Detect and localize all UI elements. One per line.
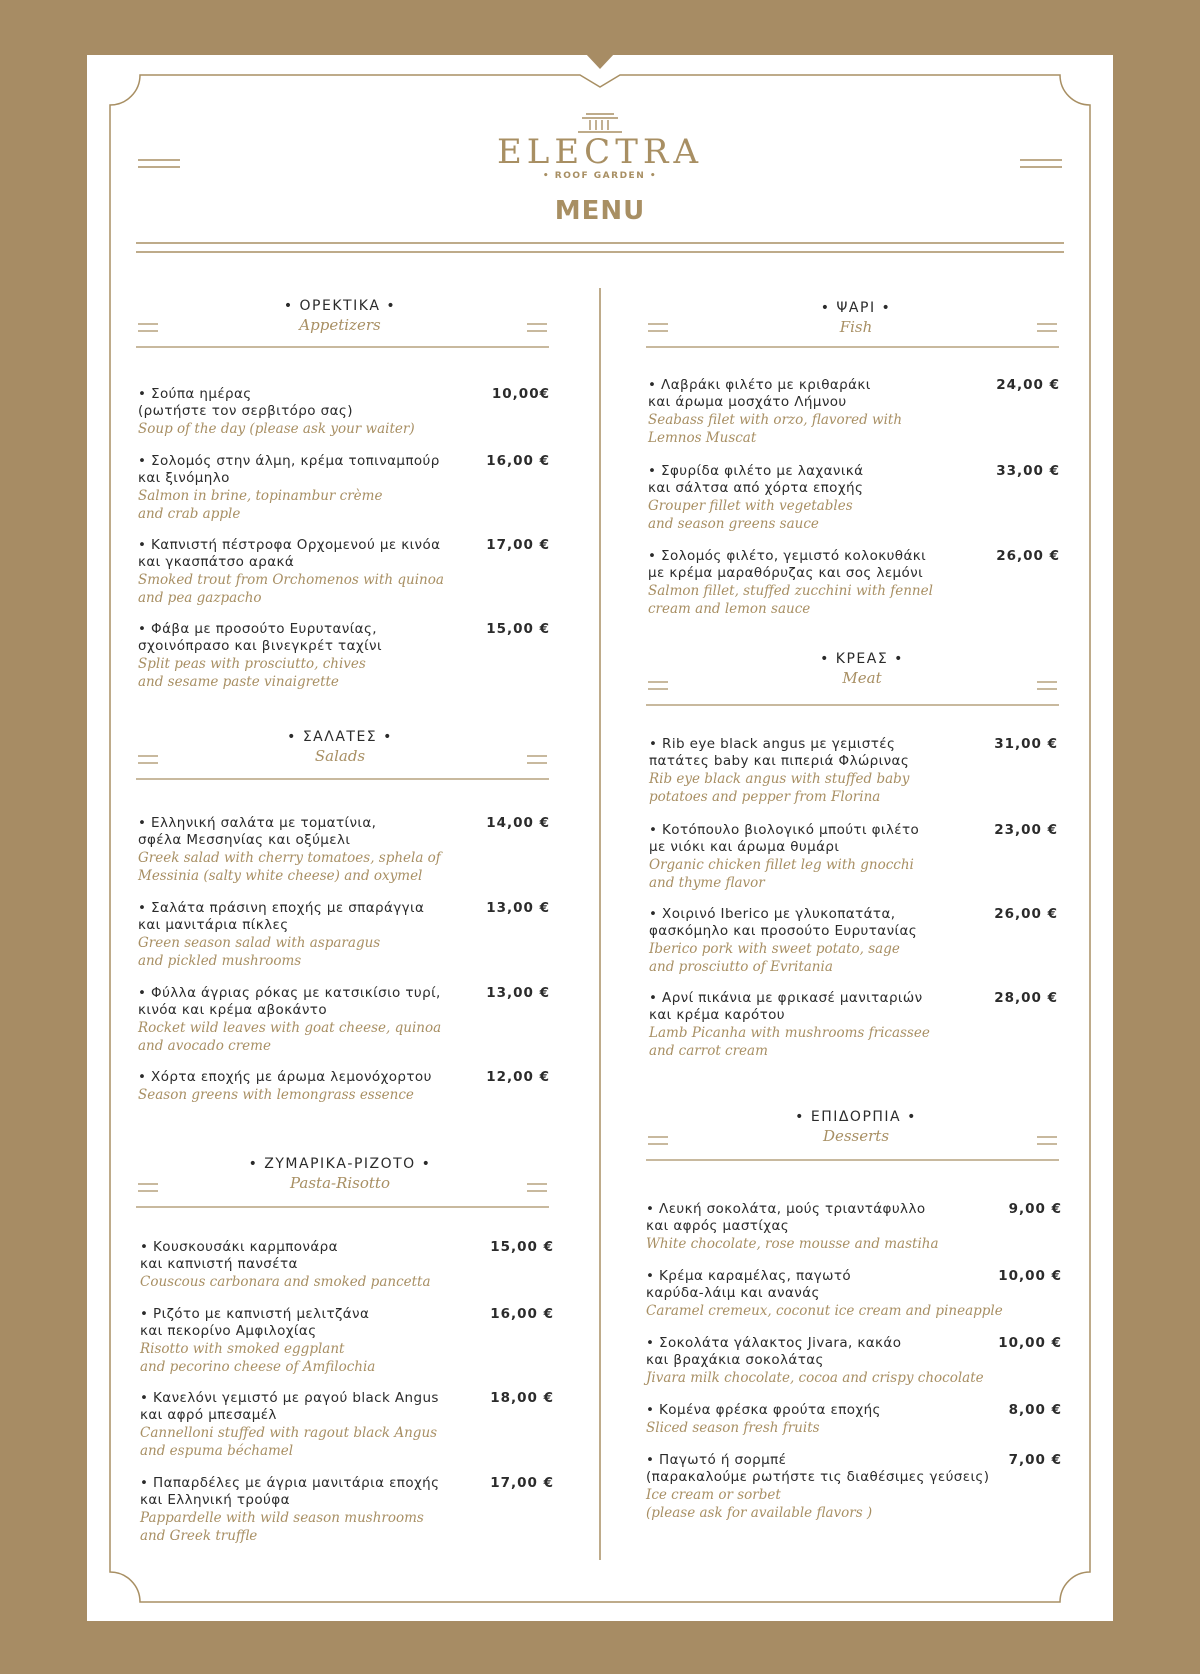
item-name-english: Iberico pork with sweet potato, sage and prosciutto of Evritania bbox=[649, 941, 900, 975]
item-name-greek: • Σούπα ημέρας (ρωτήστε τον σερβιτόρο σας) bbox=[138, 386, 353, 419]
section-title-english: Desserts bbox=[822, 1127, 890, 1145]
item-name-greek: • Rib eye black angus με γεμιστές πατάτες baby και πιπεριά Φλώρινας bbox=[649, 736, 910, 769]
section-header-desserts bbox=[656, 1108, 1056, 1146]
section-title-greek: • ΟΡΕΚΤΙΚΑ • bbox=[283, 298, 397, 314]
item-name-english: Salmon in brine, topinambur crème and crab apple bbox=[138, 488, 383, 522]
section-title-greek: • ΚΡΕΑΣ • bbox=[820, 651, 904, 667]
item-name-greek: • Σαλάτα πράσινη εποχής με σπαράγγια και μανιτάρια πίκλες bbox=[138, 900, 425, 933]
item-price: 15,00 € bbox=[486, 621, 550, 637]
item-name-greek: • Σφυρίδα φιλέτο με λαχανικά και σάλτσα από χόρτα εποχής bbox=[648, 463, 864, 496]
item-name-english: Organic chicken fillet leg with gnocchi and thyme flavor bbox=[649, 857, 914, 891]
item-name-greek: • Κουσκουσάκι καρμπονάρα και καπνιστή πανσέτα bbox=[140, 1239, 338, 1272]
menu-item bbox=[648, 463, 988, 533]
menu-item bbox=[138, 621, 478, 691]
page-title: MENU bbox=[554, 196, 646, 226]
menu-item bbox=[649, 906, 989, 976]
item-name-english: Lamb Picanha with mushrooms fricassee and carrot cream bbox=[649, 1025, 930, 1059]
item-name-greek: • Σοκολάτα γάλακτος Jivara, κακάο και βραχάκια σοκολάτας bbox=[646, 1335, 902, 1368]
item-name-english: Jivara milk chocolate, cocoa and crispy chocolate bbox=[646, 1370, 984, 1386]
menu-item bbox=[649, 822, 989, 892]
item-price: 31,00 € bbox=[994, 736, 1058, 752]
section-title-greek: • ΣΑΛΑΤΕΣ • bbox=[287, 729, 393, 745]
brand-name: ELECTRA bbox=[496, 132, 704, 172]
item-price: 16,00 € bbox=[486, 453, 550, 469]
item-price: 14,00 € bbox=[486, 815, 550, 831]
menu-item bbox=[646, 1335, 1026, 1387]
item-price: 18,00 € bbox=[490, 1390, 554, 1406]
section-title-english: Pasta-Risotto bbox=[289, 1174, 390, 1192]
item-name-english: Ice cream or sorbet (please ask for available flavors ) bbox=[646, 1487, 873, 1521]
section-title-english: Appetizers bbox=[299, 316, 381, 334]
item-name-greek: • Φάβα με προσούτο Ευρυτανίας, σχοινόπρασο και βινεγκρέτ ταχίνι bbox=[138, 621, 382, 654]
menu-item bbox=[138, 537, 478, 607]
item-price: 15,00 € bbox=[490, 1239, 554, 1255]
item-price: 10,00 € bbox=[998, 1268, 1062, 1284]
item-name-greek: • Σολομός στην άλμη, κρέμα τοπιναμπούρ και ξινόμηλο bbox=[138, 453, 440, 486]
item-name-english: Greek salad with cherry tomatoes, sphela of Messinia (salty white cheese) and oxymel bbox=[138, 850, 441, 884]
item-price: 17,00 € bbox=[486, 537, 550, 553]
menu-item bbox=[140, 1239, 480, 1291]
item-name-english: Pappardelle with wild season mushrooms and Greek truffle bbox=[140, 1510, 424, 1544]
item-name-greek: • Ελληνική σαλάτα με τοματίνια, σφέλα Μεσσηνίας και οξύμελι bbox=[138, 815, 377, 848]
menu-item bbox=[648, 548, 988, 618]
item-name-english: Seabass filet with orzo, flavored with Lemnos Muscat bbox=[648, 412, 903, 446]
item-name-english: Green season salad with asparagus and pickled mushrooms bbox=[138, 935, 381, 969]
section-header-meat bbox=[662, 650, 1062, 688]
item-price: 23,00 € bbox=[994, 822, 1058, 838]
section-title-english: Salads bbox=[314, 747, 366, 765]
brand-subtitle: • ROOF GARDEN • bbox=[542, 171, 658, 181]
item-name-greek: • Καπνιστή πέστροφα Ορχομενού με κινόα και γκασπάτσο αρακά bbox=[138, 537, 441, 570]
menu-item bbox=[140, 1306, 480, 1376]
item-name-english: Split peas with prosciutto, chives and sesame paste vinaigrette bbox=[138, 656, 366, 690]
menu-item bbox=[648, 377, 988, 447]
item-name-english: Caramel cremeux, coconut ice cream and pineapple bbox=[646, 1303, 1003, 1319]
item-name-english: Season greens with lemongrass essence bbox=[138, 1087, 414, 1103]
item-name-greek: • Λευκή σοκολάτα, μούς τριαντάφυλλο και αφρός μαστίχας bbox=[646, 1201, 926, 1234]
item-name-greek: • Κρέμα καραμέλας, παγωτό καρύδα-λάιμ και ανανάς bbox=[646, 1268, 852, 1301]
item-price: 33,00 € bbox=[996, 463, 1060, 479]
brand-logo bbox=[480, 110, 720, 181]
item-name-greek: • Σολομός φιλέτο, γεμιστό κολοκυθάκι με κρέμα μαραθόρυζας και σος λεμόνι bbox=[648, 548, 927, 581]
item-price: 26,00 € bbox=[994, 906, 1058, 922]
item-price: 17,00 € bbox=[490, 1475, 554, 1491]
item-name-english: White chocolate, rose mousse and mastiha bbox=[646, 1236, 939, 1252]
menu-item bbox=[138, 985, 478, 1055]
item-price: 10,00 € bbox=[998, 1335, 1062, 1351]
item-price: 24,00 € bbox=[996, 377, 1060, 393]
item-name-greek: • Χοιρινό Iberico με γλυκοπατάτα, φασκόμηλο και προσούτο Ευρυτανίας bbox=[649, 906, 918, 939]
menu-item bbox=[646, 1452, 1026, 1522]
item-name-english: Soup of the day (please ask your waiter) bbox=[138, 421, 415, 437]
section-title-english: Fish bbox=[839, 318, 873, 336]
menu-item bbox=[140, 1390, 480, 1460]
item-price: 13,00 € bbox=[486, 985, 550, 1001]
menu-item bbox=[138, 900, 478, 970]
menu-item bbox=[646, 1201, 1026, 1253]
section-title-greek: • ΨΑΡΙ • bbox=[820, 300, 892, 316]
item-name-greek: • Λαβράκι φιλέτο με κριθαράκι και άρωμα μοσχάτο Λήμνου bbox=[648, 377, 871, 410]
menu-item bbox=[138, 386, 478, 438]
item-name-english: Sliced season fresh fruits bbox=[646, 1420, 820, 1436]
item-price: 8,00 € bbox=[1008, 1402, 1062, 1418]
item-price: 10,00€ bbox=[491, 386, 550, 402]
item-price: 13,00 € bbox=[486, 900, 550, 916]
item-name-greek: • Χόρτα εποχής με άρωμα λεμονόχορτου bbox=[138, 1069, 432, 1085]
item-price: 28,00 € bbox=[994, 990, 1058, 1006]
item-name-greek: • Ριζότο με καπνιστή μελιτζάνα και πεκορίνο Αμφιλοχίας bbox=[140, 1306, 370, 1339]
section-title-greek: • ΖΥΜΑΡΙΚΑ-ΡΙΖΟΤΟ • bbox=[248, 1156, 432, 1172]
item-name-greek: • Φύλλα άγριας ρόκας με κατσικίσιο τυρί, κινόα και κρέμα αβοκάντο bbox=[138, 985, 441, 1018]
item-name-english: Smoked trout from Orchomenos with quinoa and pea gazpacho bbox=[138, 572, 444, 606]
menu-item bbox=[138, 1069, 478, 1104]
menu-item bbox=[138, 453, 478, 523]
menu-item bbox=[649, 736, 989, 806]
section-title-greek: • ΕΠΙΔΟΡΠΙΑ • bbox=[795, 1109, 917, 1125]
menu-item bbox=[140, 1475, 480, 1545]
section-title-english: Meat bbox=[842, 669, 882, 687]
item-price: 26,00 € bbox=[996, 548, 1060, 564]
item-name-greek: • Παπαρδέλες με άγρια μανιτάρια εποχής και Ελληνική τρούφα bbox=[140, 1475, 440, 1508]
section-header-salads bbox=[140, 728, 540, 766]
item-name-english: Cannelloni stuffed with ragout black Angus and espuma béchamel bbox=[140, 1425, 438, 1459]
menu-item bbox=[649, 990, 989, 1060]
item-name-greek: • Κανελόνι γεμιστό με ραγού black Angus και αφρό μπεσαμέλ bbox=[140, 1390, 439, 1423]
item-name-greek: • Παγωτό ή σορμπέ (παρακαλούμε ρωτήστε τις διαθέσιμες γεύσεις) bbox=[646, 1452, 990, 1485]
section-header-fish bbox=[656, 299, 1056, 337]
menu-item bbox=[138, 815, 478, 885]
menu-item bbox=[646, 1268, 1026, 1320]
item-price: 12,00 € bbox=[486, 1069, 550, 1085]
item-name-greek: • Κοτόπουλο βιολογικό μπούτι φιλέτο με νιόκι και άρωμα θυμάρι bbox=[649, 822, 920, 855]
section-header-pasta-risotto bbox=[140, 1155, 540, 1193]
item-name-english: Salmon fillet, stuffed zucchini with fennel cream and lemon sauce bbox=[648, 583, 933, 617]
item-name-english: Couscous carbonara and smoked pancetta bbox=[140, 1274, 431, 1290]
item-name-english: Grouper fillet with vegetables and season greens sauce bbox=[648, 498, 853, 532]
item-price: 7,00 € bbox=[1008, 1452, 1062, 1468]
item-name-greek: • Κομένα φρέσκα φρούτα εποχής bbox=[646, 1402, 881, 1418]
temple-icon bbox=[578, 110, 622, 134]
item-name-english: Rib eye black angus with stuffed baby potatoes and pepper from Florina bbox=[649, 771, 910, 805]
item-price: 16,00 € bbox=[490, 1306, 554, 1322]
item-price: 9,00 € bbox=[1008, 1201, 1062, 1217]
item-name-english: Rocket wild leaves with goat cheese, quinoa and avocado creme bbox=[138, 1020, 442, 1054]
item-name-english: Risotto with smoked eggplant and pecorino cheese of Amfilochia bbox=[140, 1341, 376, 1375]
item-name-greek: • Αρνί πικάνια με φρικασέ μανιταριών και κρέμα καρότου bbox=[649, 990, 923, 1023]
section-header-appetizers bbox=[140, 297, 540, 335]
menu-item bbox=[646, 1402, 1026, 1437]
